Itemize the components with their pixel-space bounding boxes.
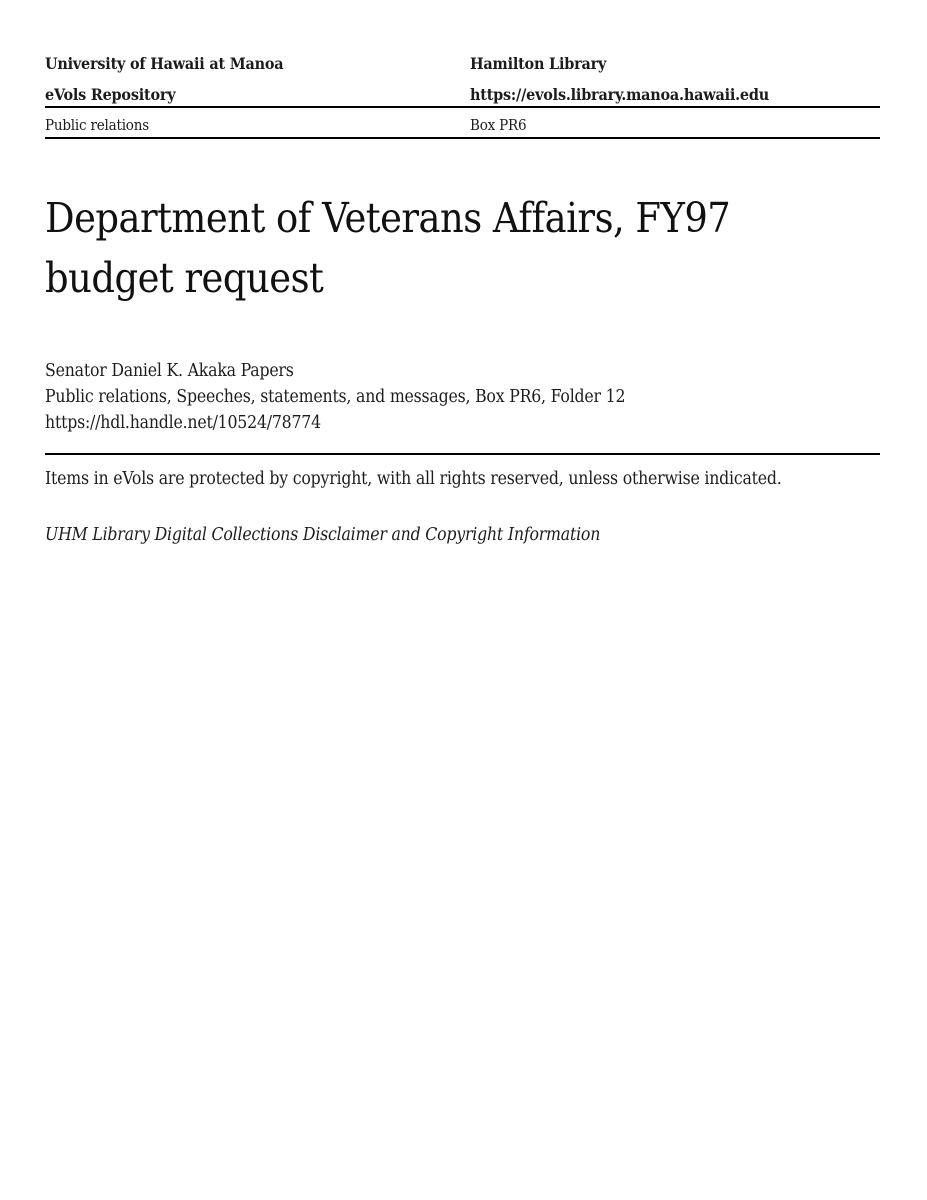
disclaimer-copyright-link[interactable]: UHM Library Digital Collections Disclaimer and Copyright Information bbox=[45, 525, 601, 545]
library-name: Hamilton Library bbox=[470, 54, 607, 73]
header-row-2 bbox=[45, 84, 880, 106]
collection-name: Senator Daniel K. Akaka Papers bbox=[45, 361, 294, 381]
page-title-line-2: budget request bbox=[45, 254, 324, 302]
institution-name: University of Hawaii at Manoa bbox=[45, 54, 284, 73]
page-title-line-1: Department of Veterans Affairs, FY97 bbox=[45, 194, 731, 242]
footer-divider-rule bbox=[45, 453, 880, 455]
series-folder-info: Public relations, Speeches, statements, and messages, Box PR6, Folder 12 bbox=[45, 387, 626, 407]
page-title bbox=[45, 188, 880, 308]
repository-name: eVols Repository bbox=[45, 85, 176, 104]
header-rule-bottom bbox=[45, 137, 880, 139]
series-label: Public relations bbox=[45, 116, 149, 134]
header-rule-top bbox=[45, 106, 880, 108]
header-row-1 bbox=[45, 53, 880, 75]
box-label: Box PR6 bbox=[470, 116, 527, 134]
metadata-block bbox=[45, 358, 880, 436]
rights-statement: Items in eVols are protected by copyright, with all rights reserved, unless otherwise indicated. bbox=[45, 469, 782, 489]
repository-url-link[interactable]: https://evols.library.manoa.hawaii.edu bbox=[470, 85, 770, 104]
series-box-row bbox=[45, 115, 880, 136]
handle-url-link[interactable]: https://hdl.handle.net/10524/78774 bbox=[45, 413, 321, 433]
